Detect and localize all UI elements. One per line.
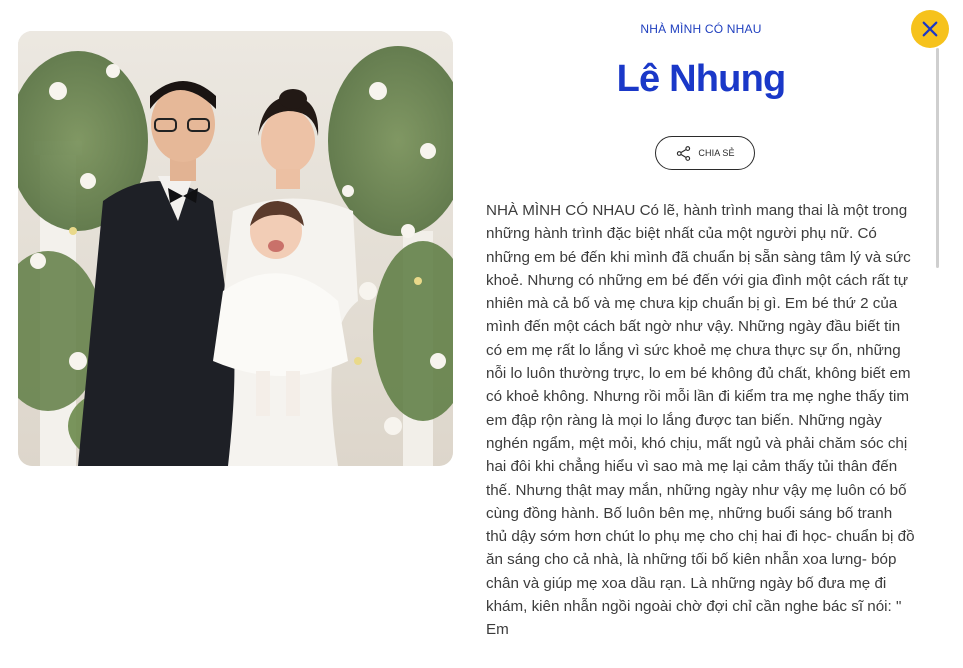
author-name: Lê Nhung [616, 58, 786, 100]
close-button[interactable] [911, 10, 949, 48]
story-text: NHÀ MÌNH CÓ NHAU Có lẽ, hành trình mang thai là một trong những hành trình đặc biệt nhất của một người phụ nữ. Có những em bé đến khi mình đã chuẩn bị sẵn sàng tâm lý và sức khoẻ. Nhưng có những em bé đến với gia đình một cách rất tự nhiên mà cả bố và mẹ chưa kịp chuẩn bị gì. Em bé thứ 2 của mình đến một cách bất ngờ như vậy. Những ngày đầu biết tin có em mẹ rất lo lắng vì sức khoẻ mẹ chưa thực sự ổn, những nỗi lo luôn thường trực, lo em bé không đủ chất, không biết em có khoẻ không. Nhưng rồi mỗi lần đi kiểm tra mẹ nghe thấy tim em đập rộn ràng là mọi lo lắng được tan biến. Những ngày nghén ngẩm, mệt mỏi, khó chịu, mất ngủ và phải chăm sóc chị hai đôi khi chẳng hiểu vì sao mà mẹ lại cảm thấy tủi thân đến thế. Nhưng thật may mắn, những ngày như vậy mẹ luôn có bố cùng đồng hành. Bố luôn bên mẹ, những buổi sáng bố tranh thủ dậy sớm hơn chút lo phụ mẹ cho chị hai đi học- chuẩn bị đồ ăn sáng cho cả nhà, là những tối bố kiên nhẫn xoa lưng- bóp chân và giúp mẹ xoa dầu rạn. Là những ngày bố đưa mẹ đi khám, kiên nhẫn ngồi ngoài chờ đợi chỉ cần nghe bác sĩ nói: " Em [486, 202, 915, 639]
family-photo [18, 31, 453, 466]
share-button-label: CHIA SẺ [698, 148, 735, 158]
share-icon [675, 145, 692, 162]
scrollbar-thumb[interactable] [936, 48, 939, 268]
category-label: NHÀ MÌNH CÓ NHAU [640, 22, 762, 36]
family-photo-illustration [18, 31, 453, 466]
share-button[interactable] [655, 136, 755, 170]
close-icon [921, 20, 939, 38]
story-content [486, 0, 916, 668]
